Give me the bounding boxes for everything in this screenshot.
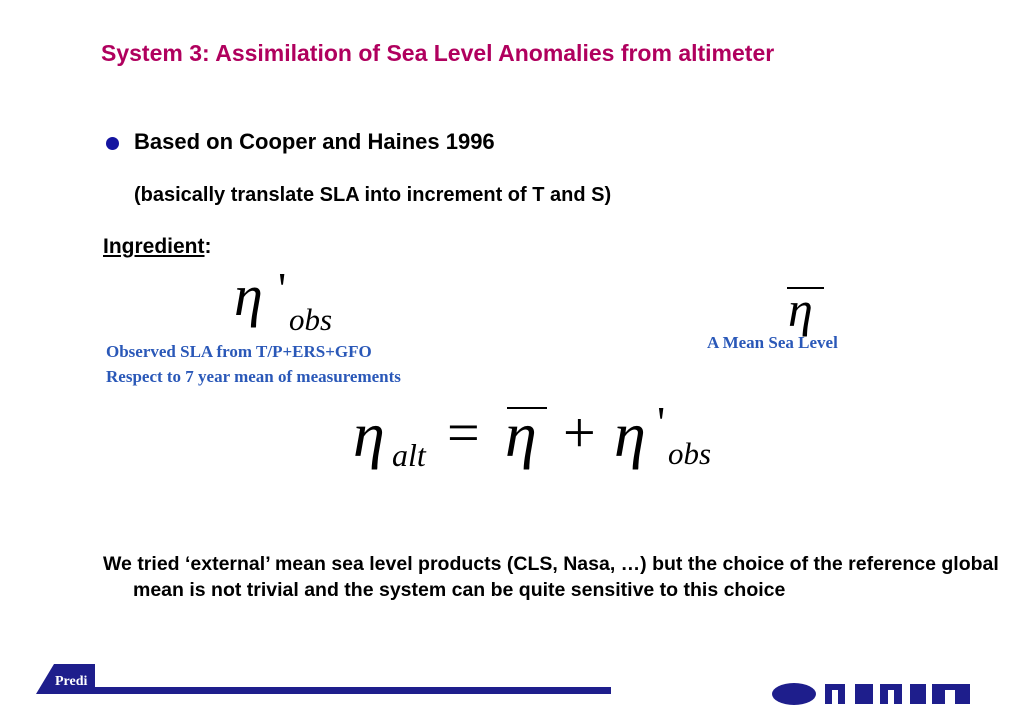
eq-eta-alt: η [353, 399, 385, 470]
eq-eta-obs: η [614, 399, 646, 470]
prime-mark: ' [278, 263, 287, 314]
bullet-text: Based on Cooper and Haines 1996 [134, 129, 495, 154]
sla-note-line1: Observed SLA from T/P+ERS+GFO [106, 342, 372, 361]
eq-eta-mean: η [505, 399, 537, 470]
eq-equals: = [447, 400, 480, 465]
eq-prime: ' [657, 397, 666, 448]
sla-note [106, 339, 401, 389]
eq-alt-subscript: alt [392, 437, 426, 473]
footer-overlay [95, 660, 625, 687]
eta-symbol: η [234, 263, 263, 328]
ingredient-heading [103, 235, 212, 259]
mean-sea-level-note: A Mean Sea Level [707, 333, 838, 352]
footer-text: Predi [55, 674, 88, 689]
logo-graphic [770, 680, 980, 708]
organization-logo [770, 680, 980, 708]
sla-note-line2: Respect to 7 year mean of measurements [106, 367, 401, 386]
slide-title: System 3: Assimilation of Sea Level Anomalies from altimeter [101, 40, 775, 66]
bullet-marker [106, 137, 119, 150]
obs-subscript: obs [289, 302, 333, 337]
eta-mean-symbol: η [788, 281, 813, 337]
eq-plus: + [563, 400, 596, 465]
bullet-subtext: (basically translate SLA into increment of T and S) [134, 184, 612, 206]
eq-obs-subscript: obs [668, 436, 712, 471]
ingredient-label: Ingredient [103, 235, 205, 258]
ingredient-colon: : [204, 235, 212, 258]
conclusion-paragraph: We tried ‘external’ mean sea level products (CLS, Nasa, …) but the choice of the reference global mean is not trivial and the system can be quite sensitive to this choice [103, 553, 999, 601]
